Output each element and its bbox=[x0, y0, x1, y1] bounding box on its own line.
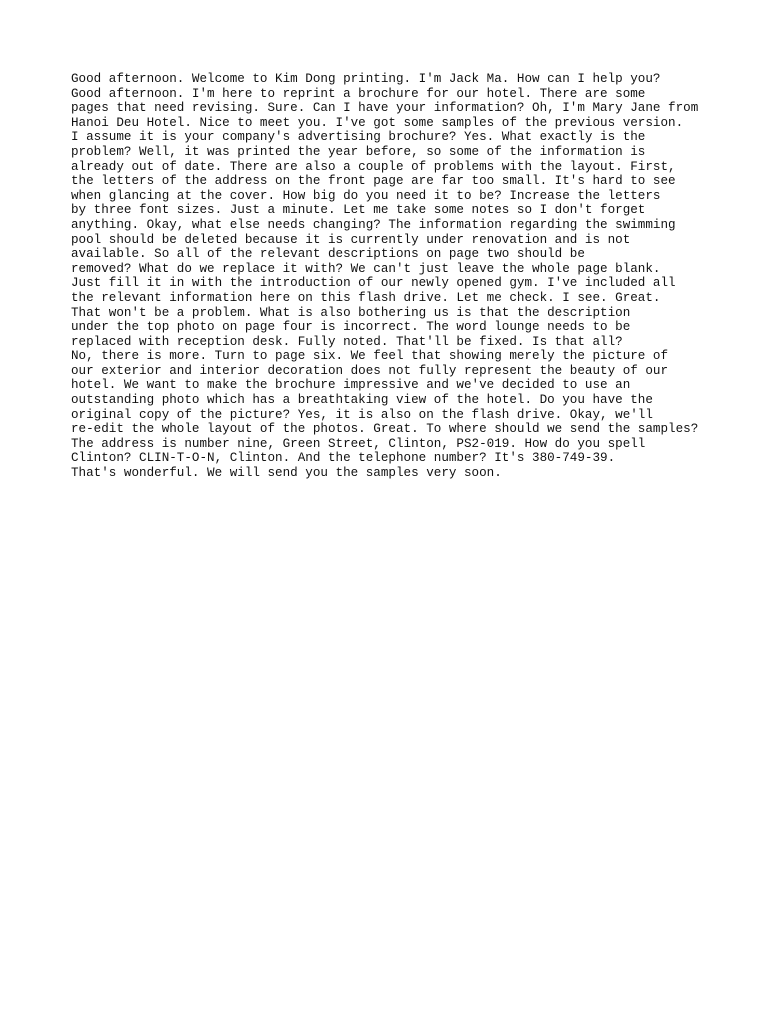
transcript-line: our exterior and interior decoration does not fully represent the beauty of our bbox=[71, 363, 669, 378]
transcript-line: Good afternoon. Welcome to Kim Dong printing. I'm Jack Ma. How can I help you? bbox=[71, 72, 661, 86]
transcript-line: removed? What do we replace it with? We can't just leave the whole page blank. bbox=[71, 261, 661, 276]
transcript-line: Just fill it in with the introduction of our newly opened gym. I've included all bbox=[71, 276, 676, 291]
transcript-line: pages that need revising. Sure. Can I have your information? Oh, I'm Mary Jane from bbox=[71, 101, 699, 116]
transcript-line: by three font sizes. Just a minute. Let me take some notes so I don't forget bbox=[71, 203, 646, 218]
transcript-line: already out of date. There are also a couple of problems with the layout. First, bbox=[71, 159, 676, 174]
transcript-line: problem? Well, it was printed the year before, so some of the information is bbox=[71, 144, 646, 159]
transcript-line: hotel. We want to make the brochure impressive and we've decided to use an bbox=[71, 378, 631, 393]
transcript-line: That's wonderful. We will send you the samples very soon. bbox=[71, 466, 502, 481]
transcript-line: Good afternoon. I'm here to reprint a brochure for our hotel. There are some bbox=[71, 86, 646, 101]
transcript-line: the relevant information here on this flash drive. Let me check. I see. Great. bbox=[71, 290, 661, 305]
transcript-text bbox=[71, 72, 751, 481]
transcript-line: The address is number nine, Green Street, Clinton, PS2-019. How do you spell bbox=[71, 436, 646, 451]
transcript-line: the letters of the address on the front page are far too small. It's hard to see bbox=[71, 174, 676, 189]
transcript-line: That won't be a problem. What is also bothering us is that the description bbox=[71, 305, 631, 320]
transcript-line: Hanoi Deu Hotel. Nice to meet you. I've got some samples of the previous version. bbox=[71, 115, 684, 130]
transcript-line: when glancing at the cover. How big do you need it to be? Increase the letters bbox=[71, 188, 661, 203]
transcript-line: I assume it is your company's advertising brochure? Yes. What exactly is the bbox=[71, 130, 646, 145]
transcript-line: replaced with reception desk. Fully noted. That'll be fixed. Is that all? bbox=[71, 334, 623, 349]
transcript-line: available. So all of the relevant descriptions on page two should be bbox=[71, 247, 585, 262]
transcript-line: under the top photo on page four is incorrect. The word lounge needs to be bbox=[71, 320, 631, 335]
transcript-line: re-edit the whole layout of the photos. Great. To where should we send the samples? bbox=[71, 422, 699, 437]
transcript-line: original copy of the picture? Yes, it is also on the flash drive. Okay, we'll bbox=[71, 407, 653, 422]
transcript-line: No, there is more. Turn to page six. We feel that showing merely the picture of bbox=[71, 349, 669, 364]
transcript-line: anything. Okay, what else needs changing? The information regarding the swimming bbox=[71, 217, 676, 232]
transcript-line: outstanding photo which has a breathtaking view of the hotel. Do you have the bbox=[71, 393, 653, 408]
transcript-line: Clinton? CLIN-T-O-N, Clinton. And the telephone number? It's 380-749-39. bbox=[71, 451, 616, 466]
transcript-line: pool should be deleted because it is currently under renovation and is not bbox=[71, 232, 631, 247]
